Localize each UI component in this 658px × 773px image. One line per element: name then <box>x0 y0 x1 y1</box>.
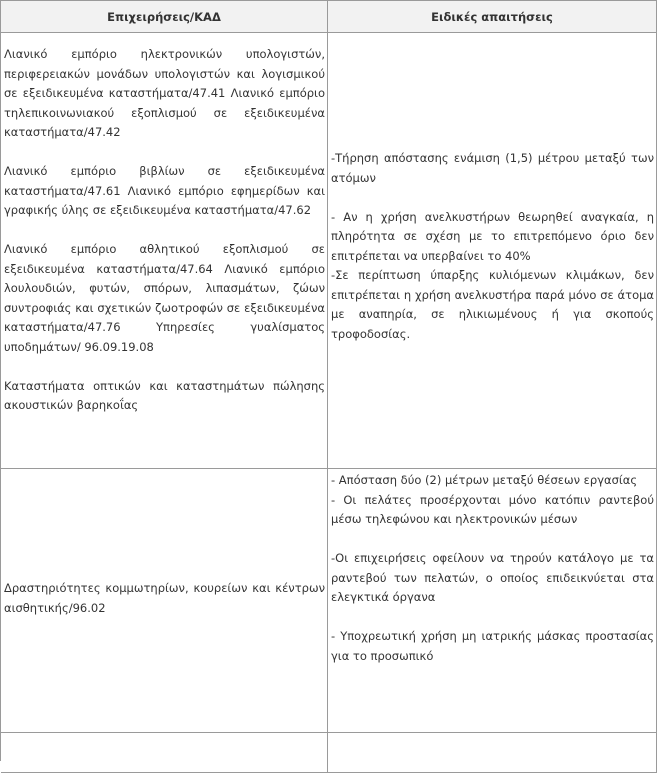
row1-businesses-cell <box>1 33 328 469</box>
row2-req-distance: - Απόσταση δύο (2) μέτρων μεταξύ θέσεων εργασίας <box>331 473 638 487</box>
row2-req-log: -Οι επιχειρήσεις οφείλουν να τηρούν κατάλογο με τα ραντεβού των πελατών, ο οποίος επιδεικνύεται στα ελεγκτικά όργανα <box>331 551 654 604</box>
row1-business-sports: Λιανικό εμπόριο αθλητικού εξοπλισμού σε εξειδικευμένα καταστήματα/47.64 Λιανικό εμπόριο λουλουδιών, φυτών, σπόρων, λιπασμάτων, ζώων συντροφιάς και σχετικών ζωοτροφών σε εξειδικευμένα καταστήματα/47.76 Υπηρεσίες γυαλίσματος υποδημάτων/ 96.09.19.08 <box>4 242 325 354</box>
row1-req-distance: -Τήρηση απόστασης ενάμιση (1,5) μέτρου μεταξύ των ατόμων <box>331 151 654 185</box>
row2-req-appointment: - Οι πελάτες προσέρχονται μόνο κατόπιν ραντεβού μέσω τηλεφώνου και ηλεκτρονικών μέσων <box>331 492 654 526</box>
row1-requirements-cell <box>328 33 657 469</box>
row1-req-escalator: -Σε περίπτωση ύπαρξης κυλιόμενων κλιμάκων, δεν επιτρέπεται η χρήση ανελκυστήρα παρά μόνο σε άτομα με αναπηρία, σε ηλικιωμένους ή για σκοπούς τροφοδοσίας. <box>331 268 654 341</box>
row3-businesses-cell <box>1 733 328 773</box>
row1-business-computers: Λιανικό εμπόριο ηλεκτρονικών υπολογιστών, περιφερειακών μονάδων υπολογιστών και λογισμικού σε εξειδικευμένα καταστήματα/47.41 Λιανικό εμπόριο τηλεπικοινωνιακού εξοπλισμού σε εξειδικευμένα καταστήματα/47.42 <box>4 47 325 139</box>
row2-requirements-cell <box>328 469 657 733</box>
row1-req-elevator: - Αν η χρήση ανελκυστήρων θεωρηθεί αναγκαία, η πληρότητα σε σχέση με το επιτρεπόμενο όριο δεν επιτρέπεται να υπερβαίνει το 40% <box>331 209 654 263</box>
row1-businesses-text <box>4 45 325 416</box>
row2-req-mask: - Υποχρεωτική χρήση μη ιατρικής μάσκας προστασίας για το προσωπικό <box>331 629 654 663</box>
header-businesses <box>1 1 328 33</box>
row3-requirements-cell <box>328 733 657 773</box>
row2-businesses-text <box>4 579 325 618</box>
header-requirements <box>328 1 657 33</box>
header-businesses-label: Επιχειρήσεις/ΚΑΔ <box>107 10 221 24</box>
row2-requirements-text <box>331 471 654 666</box>
header-requirements-label: Ειδικές απαιτήσεις <box>431 10 553 24</box>
row1-business-books: Λιανικό εμπόριο βιβλίων σε εξειδικευμένα καταστήματα/47.61 Λιανικό εμπόριο εφημερίδων και γραφικής ύλης σε εξειδικευμένα καταστήματα/47.62 <box>4 164 325 217</box>
row2-business-hairdressers: Δραστηριότητες κομμωτηρίων, κουρείων και κέντρων αισθητικής/96.02 <box>4 581 325 615</box>
row1-business-optics: Καταστήματα οπτικών και καταστημάτων πώλησης ακουστικών βαρηκοΐας <box>4 378 325 412</box>
row2-businesses-cell <box>1 469 328 733</box>
row1-requirements-text <box>331 149 654 344</box>
